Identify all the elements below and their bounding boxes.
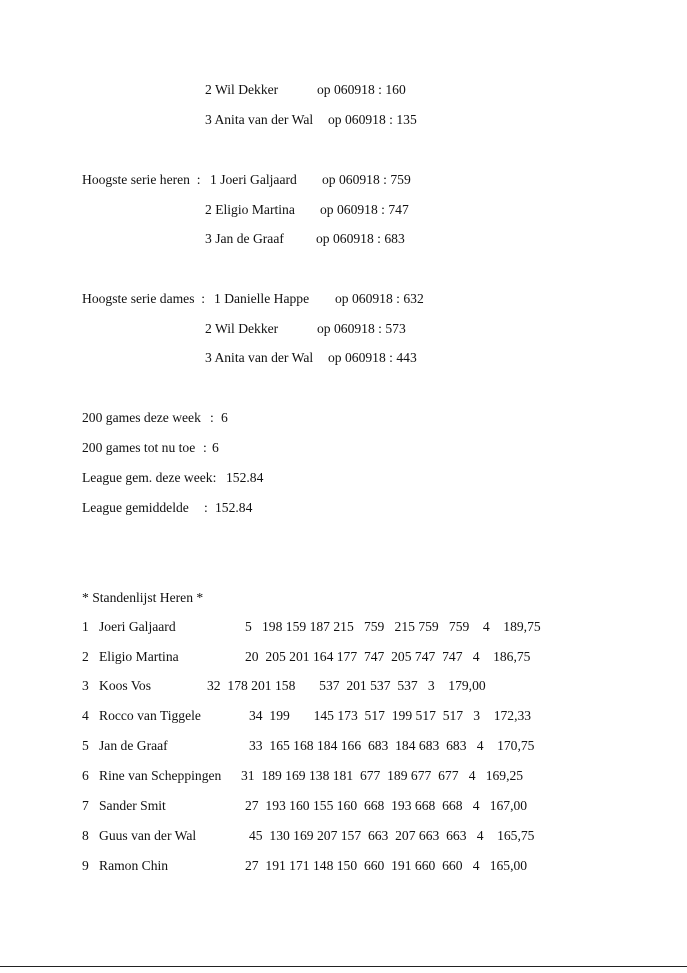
stat-value: 152.84 [226,470,264,485]
standings-pos: 7 [82,798,89,813]
standings-name: Ramon Chin [99,858,169,873]
standings-data: 31 189 169 138 181 677 189 677 677 4 169,25 [241,768,524,783]
standings-data: 27 193 160 155 160 668 193 668 668 4 167,00 [245,798,528,813]
stat-separator: : [204,500,208,515]
standings-data: 45 130 169 207 157 663 207 663 663 4 165,75 [249,828,535,843]
stat-label: League gem. deze week: [82,470,217,485]
stat-label: League gemiddelde [82,500,189,515]
serie-dames-label: Hoogste serie dames : [82,291,206,306]
serie-heren-label: Hoogste serie heren : [82,172,201,187]
standings-name: Jan de Graaf [99,738,168,753]
standings-title: * Standenlijst Heren * [82,590,204,605]
serie-heren-entry-score: op 060918 : 747 [320,202,409,217]
standings-pos: 5 [82,738,89,753]
standings-pos: 3 [82,678,89,693]
standings-name: Sander Smit [99,798,166,813]
page-bottom-divider [0,966,687,967]
standings-pos: 4 [82,708,89,723]
stat-separator: : [210,410,214,425]
serie-dames-entry-score: op 060918 : 573 [317,321,406,336]
standings-name: Rine van Scheppingen [99,768,222,783]
standings-name: Guus van der Wal [99,828,197,843]
serie-heren-entry-name: 3 Jan de Graaf [205,231,284,246]
serie-dames-entry-score: op 060918 : 443 [328,350,417,365]
stat-value: 6 [212,440,219,455]
serie-heren-entry-score: op 060918 : 683 [316,231,405,246]
top-entry-score: op 060918 : 135 [328,112,417,127]
serie-dames-entry-name: 3 Anita van der Wal [205,350,314,365]
serie-heren-entry-score: op 060918 : 759 [322,172,411,187]
standings-name: Joeri Galjaard [99,619,176,634]
standings-pos: 1 [82,619,89,634]
stat-separator: : [203,440,207,455]
stat-label: 200 games tot nu toe [82,440,196,455]
standings-data: 27 191 171 148 150 660 191 660 660 4 165,00 [245,858,528,873]
standings-data: 34 199 145 173 517 199 517 517 3 172,33 [249,708,532,723]
standings-data: 32 178 201 158 537 201 537 537 3 179,00 [207,678,486,693]
serie-heren-entry-name: 2 Eligio Martina [205,202,295,217]
standings-name: Koos Vos [99,678,152,693]
standings-pos: 9 [82,858,89,873]
top-entry-name: 2 Wil Dekker [205,82,279,97]
top-entry-name: 3 Anita van der Wal [205,112,314,127]
standings-pos: 8 [82,828,89,843]
stat-value: 152.84 [215,500,253,515]
standings-pos: 6 [82,768,89,783]
serie-dames-entry-name: 1 Danielle Happe [214,291,310,306]
top-entry-score: op 060918 : 160 [317,82,406,97]
standings-data: 20 205 201 164 177 747 205 747 747 4 186,75 [245,649,531,664]
standings-data: 5 198 159 187 215 759 215 759 759 4 189,75 [245,619,541,634]
standings-data: 33 165 168 184 166 683 184 683 683 4 170,75 [249,738,535,753]
stat-value: 6 [221,410,228,425]
serie-heren-entry-name: 1 Joeri Galjaard [210,172,297,187]
stat-label: 200 games deze week [82,410,201,425]
standings-name: Eligio Martina [99,649,179,664]
standings-pos: 2 [82,649,89,664]
standings-name: Rocco van Tiggele [99,708,201,723]
serie-dames-entry-name: 2 Wil Dekker [205,321,279,336]
serie-dames-entry-score: op 060918 : 632 [335,291,424,306]
